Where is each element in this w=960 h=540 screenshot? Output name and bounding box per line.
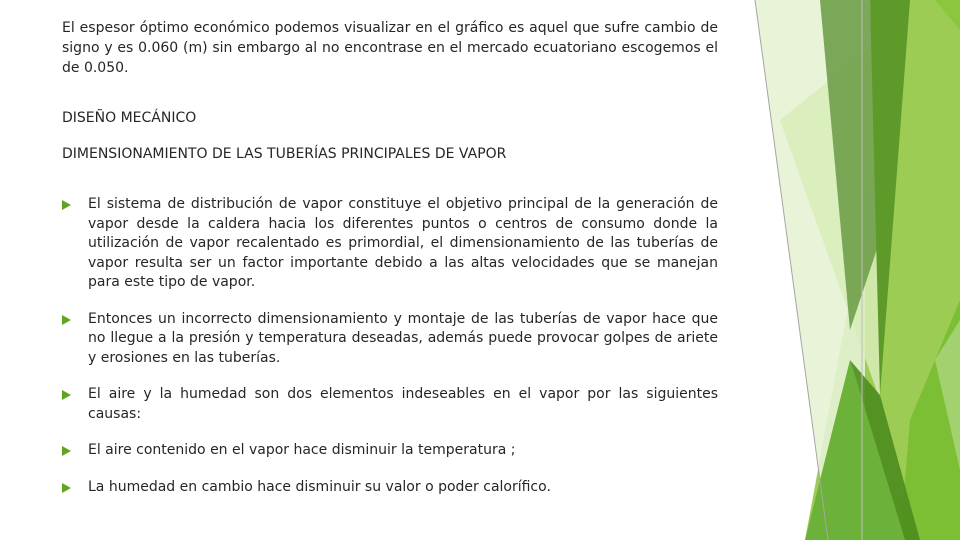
triangle-bullet-icon [62,390,71,400]
bullet-text: El aire y la humedad son dos elementos indeseables en el vapor por las siguientes causas: [88,386,718,422]
bullet-text: La humedad en cambio hace disminuir su valor o poder calorífico. [88,478,551,495]
triangle-bullet-icon [62,200,71,210]
list-item [62,441,718,461]
section-heading-mechanical-design: DISEÑO MECÁNICO [62,110,197,126]
triangle-bullet-icon [62,483,71,493]
triangle-bullet-icon [62,315,71,325]
bullet-text: El sistema de distribución de vapor constituye el objetivo principal de la generación de vapor desde la caldera hacia los diferentes puntos o centros de consumo donde la utilización de vapor recalentado es primordial, el dimensionamiento de las tuberías de vapor resulta ser un factor importante debido a las altas velocidades que se manejan para este tipo de vapor. [88,196,718,290]
list-item [62,385,718,424]
subsection-heading-pipe-sizing: DIMENSIONAMIENTO DE LAS TUBERÍAS PRINCIPALES DE VAPOR [62,146,507,162]
slide-content [62,18,718,497]
list-item [62,478,718,498]
triangle-bullet-icon [62,446,71,456]
list-item [62,195,718,293]
bullet-list [62,195,718,497]
bullet-text: Entonces un incorrecto dimensionamiento y montaje de las tuberías de vapor hace que no llegue a la presión y temperatura deseadas, además puede provocar golpes de ariete y erosiones en las tuberías. [88,310,718,366]
list-item [62,310,718,369]
bullet-text: El aire contenido en el vapor hace disminuir la temperatura ; [88,442,516,458]
intro-paragraph: El espesor óptimo económico podemos visualizar en el gráfico es aquel que sufre cambio de signo y es 0.060 (m) sin embargo al no encontrase en el mercado ecuatoriano escogemos el de 0.050. [62,20,718,76]
